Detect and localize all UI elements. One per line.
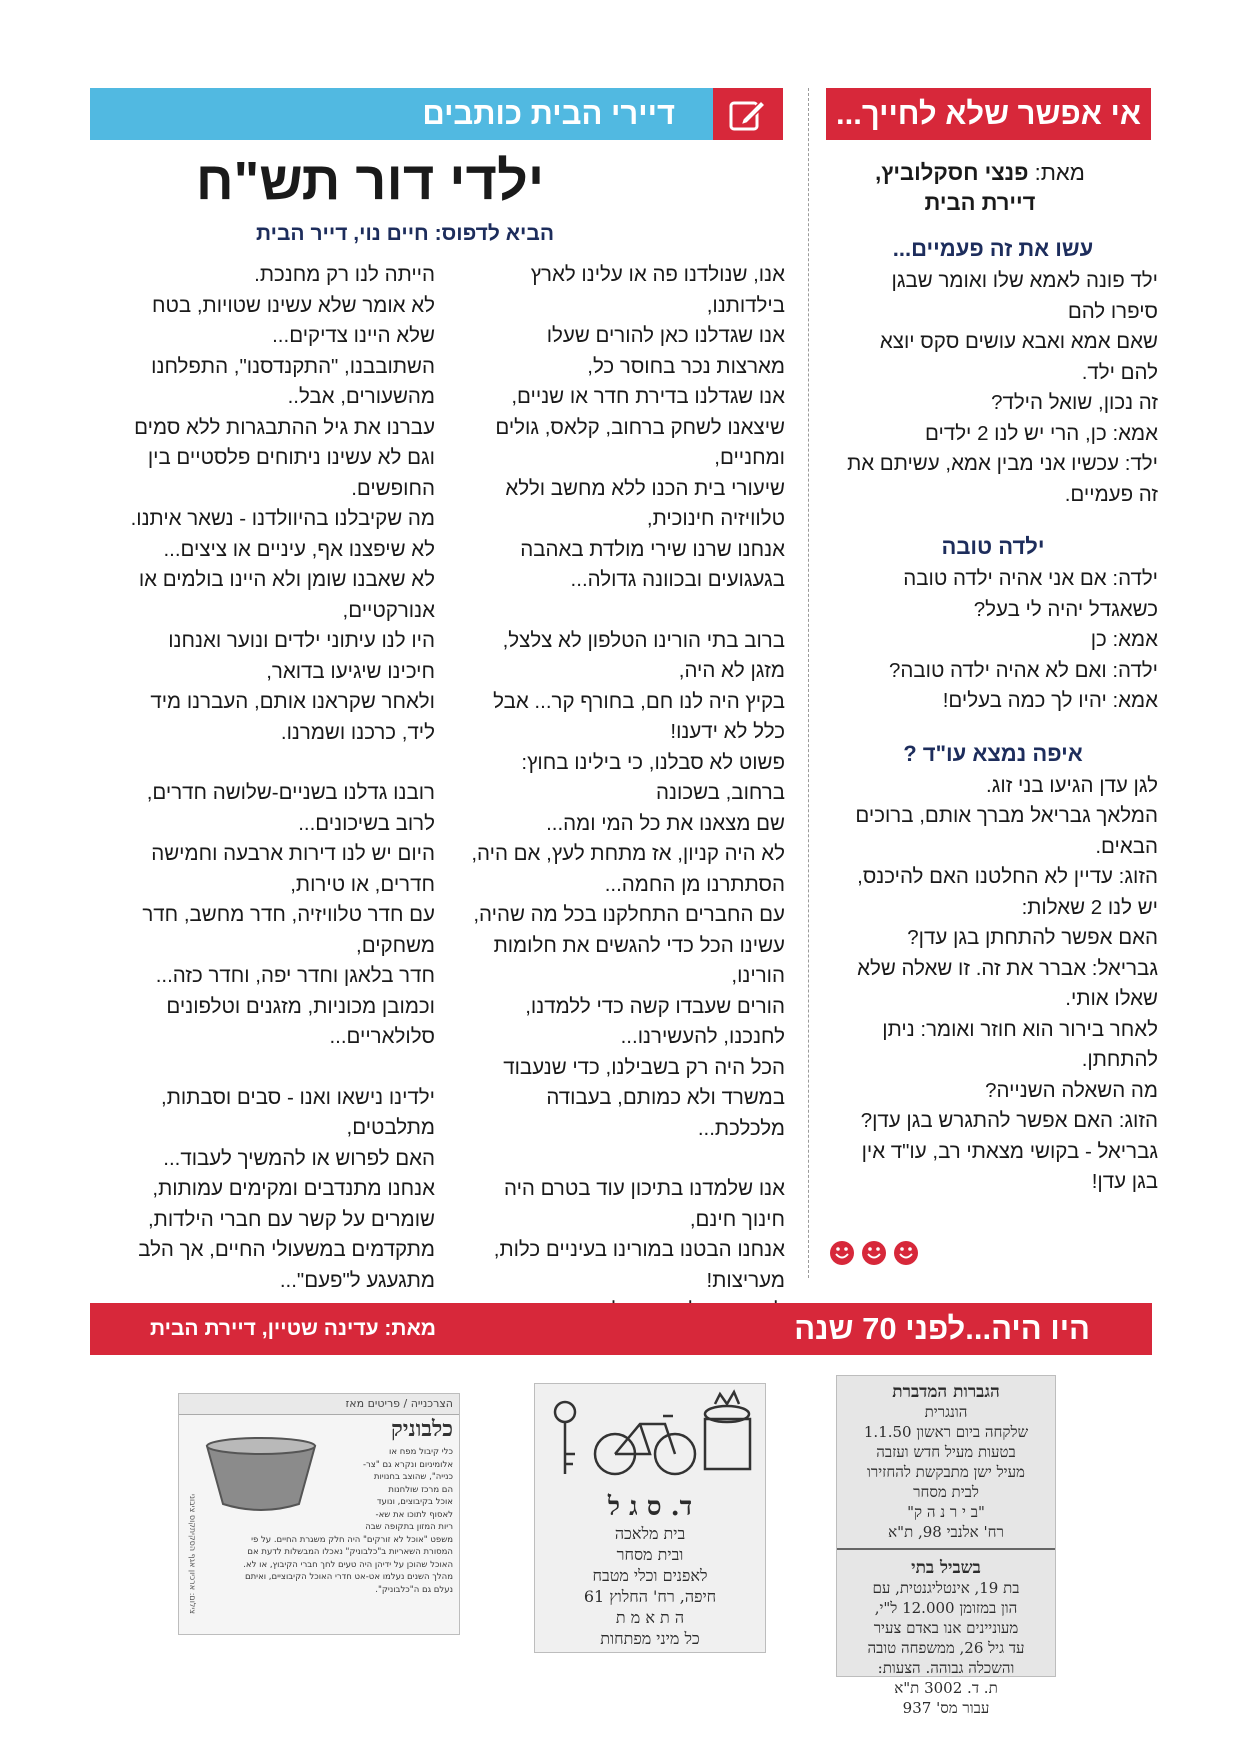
- article-line: לרוב בשיכונים...: [298, 811, 435, 835]
- clipping-line: בשביל בתי: [911, 1558, 981, 1578]
- joke-line: המלאך גבריאל מברך אותם, ברוכים: [855, 804, 1158, 827]
- article-line: השתובבנו, "התקנדסנו", התפלחנו: [151, 354, 435, 378]
- article-line: החופשים.: [351, 476, 435, 500]
- article-line: וגם לא עשינו ניתוחים פלסטיים בין: [147, 446, 435, 469]
- clipping-line: הם מרכז שולחנות: [388, 1484, 453, 1495]
- clipping-line: "ב י ר נ ה ק": [907, 1503, 985, 1521]
- clipping-line: שלקחה ביום ראשון 1.1.50: [863, 1423, 1029, 1441]
- clipping-line: מעיל ישן מתבקשת להחזירו: [867, 1463, 1025, 1481]
- article-paragraph: [455, 260, 785, 596]
- article-line: לחנכנו, להעשירנו...: [620, 1025, 785, 1048]
- right-author-block: [830, 158, 1130, 218]
- article-line: שומרים על קשר עם חברי הילדות,: [147, 1207, 435, 1231]
- joke-line: אמא: כן, הרי יש לנו 2 ילדים: [925, 421, 1158, 445]
- clipping-line: ובית מסחר: [616, 1545, 684, 1564]
- article-line: משחקים,: [356, 933, 435, 957]
- article-line: חיכינו שיגיעו בדואר,: [266, 659, 435, 683]
- article-line: הכל היה רק בשבילנו, כדי שנעבוד: [503, 1055, 785, 1079]
- clipping-line: בית מלאכה: [614, 1524, 686, 1543]
- clipping-title: כלבוניק: [391, 1416, 453, 1442]
- article-line: רובנו גדלנו בשניים-שלושה חדרים,: [146, 781, 435, 804]
- article-line: עם חדר טלוויזיה, חדר מחשב, חדר: [142, 903, 435, 926]
- bottom-section-header: [90, 1303, 1152, 1355]
- clipping-line: והשכלה גבוהה. הצעות:: [877, 1659, 1015, 1677]
- joke-line: שאם אמא ואבא עושים סקס יוצא: [879, 330, 1158, 353]
- article-column-left: [90, 260, 435, 1296]
- clipping-kalbonik-text: [193, 1446, 453, 1596]
- joke-line: ילדה: אם אני אהיה ילדה טובה: [903, 567, 1158, 590]
- smiley-icon: [894, 1241, 918, 1265]
- left-header-title: דיירי הבית כותבים: [422, 96, 675, 131]
- joke-line: להתחתן.: [1081, 1048, 1158, 1071]
- bottom-title: היו היה...לפני 70 שנה: [794, 1311, 1090, 1346]
- article-line: מעריצות!: [706, 1268, 785, 1292]
- clipping-line: כלי קיבול מפח או: [389, 1447, 453, 1457]
- clipping-line: לאפנים וכלי מטבח: [592, 1566, 708, 1585]
- clipping-line: עבור מס' 937: [902, 1699, 990, 1717]
- article-line: לא היה קניון, אז מתחת לעץ, אם היה,: [471, 842, 785, 865]
- article-line: ילדינו נישאו ואנו - סבים וסבתות,: [161, 1085, 435, 1109]
- article-line: חדר בלאגן וחדר יפה, וחדר כזה...: [155, 964, 435, 987]
- joke-line: הזוג: האם אפשר להתגרש בגן עדן?: [860, 1109, 1158, 1132]
- article-line: אנחנו הבטנו במורינו בעיניים כלות,: [493, 1238, 785, 1261]
- joke-line: שאלו אותי.: [1065, 987, 1158, 1010]
- clipping-line: הון במזומן 12.000 ל"י,: [874, 1599, 1018, 1617]
- joke-line: לגן עדן הגיעו בני זוג.: [986, 773, 1158, 797]
- clipping-line: מעוניינים אנו באדם צעיר: [873, 1619, 1019, 1637]
- joke-line: אמא: כן: [1090, 628, 1158, 651]
- clipping-lost-coat: [837, 1376, 1055, 1550]
- article-line: היו לנו עיתוני ילדים ונוער ואנחנו: [168, 629, 435, 652]
- from-label: מאת:: [1034, 160, 1085, 185]
- clipping-line: עד גיל 26, ממשפחה טובה: [867, 1639, 1025, 1657]
- clipping-line: בטעות מעיל חדש ועזבה: [876, 1443, 1016, 1461]
- article-line: הייתה לנו רק מחנכת.: [254, 263, 435, 286]
- left-section-header: [90, 88, 783, 140]
- column-divider: [808, 88, 809, 1278]
- article-byline: הביא לדפוס: חיים נוי, דייר הבית: [255, 222, 555, 245]
- article-line: וכמובן מכוניות, מזגנים וטלפונים: [166, 994, 435, 1018]
- article-line: מזגן לא היה,: [678, 659, 785, 682]
- clipping-line: נעלם גם ה"כלבוניק".: [375, 1584, 453, 1595]
- clipping-header: הצרכנייה / פריטים מאז: [179, 1394, 459, 1415]
- joke-line: הזוג: עדיין לא החלטנו האם להיכנס,: [857, 865, 1158, 888]
- clipping-line: האוכל שהוכן על ידיהן היה טעים לחך חברי הקיבוץ, או לא.: [243, 1559, 453, 1570]
- joke-title: עשו את זה פעמיים...: [892, 236, 1094, 261]
- article-line: שיעורי בית הכנו ללא מחשב וללא: [505, 476, 785, 500]
- article-line: לא שאבנו שומן ולא היינו בולמים או: [138, 568, 435, 591]
- newspaper-clipping-ads: [836, 1375, 1056, 1717]
- article-line: בילדותנו,: [706, 293, 785, 317]
- clipping-line: הונגרית: [924, 1403, 968, 1421]
- article-line: שלא היינו צדיקים...: [272, 324, 435, 347]
- article-line: ליד, כרכנו ושמרנו.: [280, 720, 435, 744]
- article-line: הורינו,: [731, 964, 785, 987]
- article-line: עשינו הכל כדי להגשים את חלומות: [493, 933, 785, 957]
- article-line: אנחנו שרנו שירי מולדת באהבה: [520, 537, 785, 561]
- article-line: עם החברים התחלקנו בכל מה שהיה,: [473, 903, 785, 926]
- article-line: עברנו את גיל ההתבגרות ללא סמים: [134, 415, 435, 439]
- article-line: פשוט לא סבלנו, כי בילינו בחוץ:: [521, 750, 785, 774]
- article-line: חדרים, או טירות,: [290, 872, 435, 896]
- article-line: כלל לא ידענו!: [670, 720, 785, 743]
- newspaper-clipping-shop: [534, 1383, 766, 1653]
- article-line: מארצות נכר בחוסר כל,: [587, 354, 785, 378]
- article-line: אנורקטיים,: [342, 598, 435, 622]
- article-line: האם לפרוש או להמשיך לעבוד...: [163, 1146, 435, 1170]
- article-line: אנו, שנולדנו פה או עלינו לארץ: [530, 263, 785, 286]
- article-line: הורים שעבדו קשה כדי ללמדנו,: [525, 994, 785, 1018]
- joke-line: בגן עדן!: [1091, 1170, 1158, 1193]
- edit-icon-box: [713, 88, 783, 140]
- article-paragraph: [90, 778, 435, 1053]
- article-paragraph: [455, 626, 785, 1145]
- clipping-line: כנייה", שהוצב בחנויות: [373, 1472, 453, 1482]
- right-section-header: אי אפשר שלא לחייך...: [826, 88, 1151, 140]
- article-line: מהשעורים, אבל..: [287, 385, 435, 408]
- article-line: ברוב בתי הורינו הטלפון לא צלצל,: [502, 628, 785, 652]
- clipping-line: מהלך השנים נעלמו אט-אט חדרי האוכל הקיבוציים, ואיתם: [244, 1572, 453, 1582]
- clipping-line: חיפה, רח' החלוץ 61: [583, 1587, 717, 1606]
- author-name: פנצי חסקלוביץ,: [875, 160, 1029, 185]
- joke-line: סיפרו להם: [1067, 299, 1158, 323]
- article-line: מתגעגע ל"פעם"...: [279, 1268, 435, 1292]
- article-line: בגעגועים ובכוונה גדולה...: [570, 568, 785, 591]
- joke-line: לאחר בירור הוא חוזר ואומר: ניתן: [882, 1017, 1158, 1041]
- clipping-line: ת. ד. 3002 ת"א: [894, 1679, 998, 1697]
- clipping-line: ה ת א מ ת: [615, 1608, 685, 1627]
- clipping-line: אוכל בקיבוצים, ונועד: [376, 1497, 453, 1507]
- photo-credit: צילום: ארכיון אגף הסקיתקוס ציבוני: [188, 1494, 197, 1614]
- article-line: לא שיפצנו אף, עיניים או ציצים...: [163, 537, 435, 561]
- joke-line: יש לנו 2 שאלות:: [1021, 895, 1158, 919]
- joke-line: זה פעמיים.: [1064, 482, 1158, 506]
- article-paragraph: [90, 1083, 435, 1297]
- clipping-line: המסורת השאריות ב"כלבוניק" נאכלו המבשלות לדעת אם: [247, 1547, 453, 1557]
- article-line: אנו שלמדנו בתיכון עוד בטרם היה: [504, 1177, 785, 1200]
- smiley-icon: [862, 1241, 886, 1265]
- clipping-line: ד. ס ג ל: [607, 1492, 693, 1522]
- newspaper-clipping-kalbonik: [178, 1393, 460, 1635]
- clipping-line: כל מיני מפתחות: [600, 1629, 700, 1648]
- smiley-icon: [830, 1241, 854, 1265]
- article-line: סלולאריים...: [329, 1025, 435, 1048]
- joke-line: הבאים.: [1095, 834, 1158, 858]
- article-line: ברחוב, בשכונה: [656, 781, 785, 804]
- article-line: היום יש לנו דירות ארבעה וחמישה: [151, 842, 435, 865]
- clipping-line: אלומיניום ונקרא גם "צר-: [362, 1459, 453, 1470]
- article-line: שם מצאנו את כל המי ומה...: [546, 811, 785, 835]
- joke-line: ילד פונה לאמא שלו ואומר שבגן: [891, 269, 1158, 292]
- clipping-line: משפט "אוכל לא זורקים" היה חלק משגרת החיים. על פי: [251, 1534, 453, 1545]
- joke-line: גבריאל - בקושי מצאתי רב, עו"ד אין: [861, 1139, 1158, 1163]
- joke-line: כשאגדל יהיה לי בעל?: [973, 597, 1158, 621]
- article-line: אנו שגדלנו בדירת חדר או שניים,: [511, 385, 785, 408]
- article-line: טלוויזיה חינוכית,: [646, 507, 785, 530]
- article-column-right: [455, 260, 785, 1327]
- joke-title: ילדה טובה: [941, 534, 1045, 559]
- clipping-line: בת 19, אינטליגנטית, עם: [872, 1579, 1020, 1597]
- key-bicycle-stove-illustration: [535, 1384, 765, 1484]
- clipping-line: רח' אלנבי 98, ת"א: [888, 1523, 1004, 1541]
- article-line: לא אומר שלא עשינו שטויות, בטח: [152, 293, 435, 317]
- smiley-icons: [830, 1238, 920, 1268]
- joke-line: מה השאלה השנייה?: [985, 1078, 1158, 1102]
- article-line: ולאחר שקראנו אותם, העברנו מיד: [150, 690, 435, 713]
- author-role: דיירת הבית: [924, 190, 1036, 215]
- clipping-line: לבית מסחר: [913, 1483, 979, 1501]
- article-paragraph: [90, 260, 435, 748]
- joke-line: האם אפשר להתחתן בגן עדן?: [907, 926, 1158, 949]
- article-line: הסתתרנו מן החמה...: [604, 872, 785, 896]
- article-line: שיצאנו לשחק ברחוב, קלאס, גולים: [495, 415, 785, 439]
- joke-line: גבריאל: אברר את זה. זו שאלה שלא: [857, 956, 1158, 980]
- article-line: חינוך חינם,: [689, 1207, 785, 1231]
- jokes-column: [828, 236, 1158, 1198]
- article-title: ילדי דור תש"ח: [195, 151, 545, 211]
- clipping-line: לאסוף לתוכו את שא-: [375, 1509, 453, 1520]
- clipping-shop-text: [535, 1489, 765, 1651]
- article-line: בקיץ היה לנו חם, בחורף קר... אבל: [493, 689, 785, 713]
- article-line: במשרד ולא כמותם, בעבודה מלכלכת...: [546, 1086, 785, 1140]
- clipping-line: הגברות המדברת: [892, 1382, 1000, 1402]
- article-line: אנו שגדלנו כאן להורים שעלו: [546, 324, 785, 347]
- article-line: מה שקיבלנו בהיוולדנו - נשאר איתנו.: [130, 507, 435, 530]
- edit-icon: [729, 97, 767, 131]
- article-line: מתלבטים,: [346, 1116, 435, 1139]
- joke-title: איפה נמצא עו"ד ?: [903, 740, 1083, 766]
- article-line: אנחנו מתנדבים ומקימים עמותות,: [152, 1177, 435, 1200]
- clipping-line: ריות המזון בתקופה שבה: [365, 1522, 453, 1532]
- joke-line: להם ילד.: [1081, 360, 1158, 384]
- joke-line: ילדה: ואם לא אהיה ילדה טובה?: [888, 658, 1158, 682]
- joke-line: זה נכון, שואל הילד?: [991, 391, 1158, 414]
- joke-line: ילד: עכשיו אני מבין אמא, עשיתם את: [847, 452, 1158, 475]
- clipping-matchmaking: [837, 1550, 1055, 1726]
- article-line: מתקדמים במשעולי החיים, אך הלב: [138, 1238, 435, 1261]
- bottom-author: מאת: עדינה שטיין, דיירת הבית: [150, 1317, 437, 1340]
- joke-line: אמא: יהיו לך כמה בעלים!: [942, 689, 1158, 712]
- article-line: ומחניים,: [714, 446, 785, 469]
